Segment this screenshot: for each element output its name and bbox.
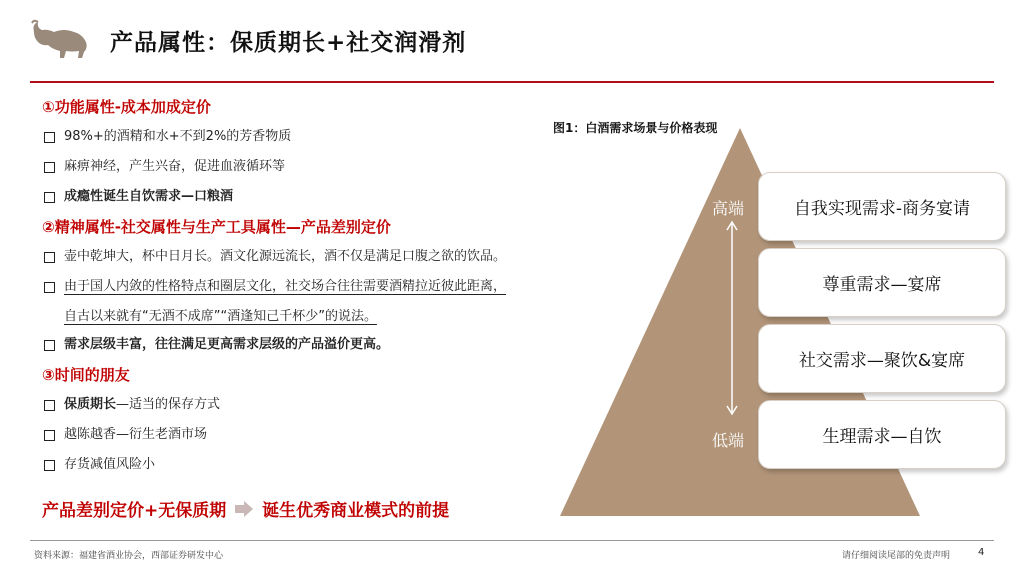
pyramid-level-card: 尊重需求—宴席 — [758, 248, 1006, 317]
list-item — [42, 276, 602, 306]
checkbox-bullet-icon — [44, 400, 55, 411]
section-heading-spiritual: ②精神属性-社交属性与生产工具属性—产品差别定价 — [42, 218, 391, 236]
pyramid-level-card: 社交需求—聚饮&宴席 — [758, 324, 1006, 393]
checkbox-bullet-icon — [44, 162, 55, 173]
pyramid-level-card: 自我实现需求-商务宴请 — [758, 172, 1006, 241]
list-item — [42, 126, 602, 156]
footer-disclaimer: 请仔细阅读尾部的免责声明 — [842, 551, 951, 561]
figure-caption: 图1：白酒需求场景与价格表现 — [553, 121, 718, 135]
checkbox-bullet-icon — [44, 460, 55, 471]
pyramid-level-card: 生理需求—自饮 — [758, 400, 1006, 469]
list-item-continuation — [42, 306, 602, 334]
list-item — [42, 394, 602, 424]
header-divider — [30, 81, 994, 83]
bull-logo-icon — [30, 18, 92, 60]
list-item-text: 98%+的酒精和水+不到2%的芳香物质 — [64, 129, 292, 144]
right-arrow-icon — [234, 500, 254, 518]
checkbox-bullet-icon — [44, 340, 55, 351]
list-item-text: 壶中乾坤大，杯中日月长。酒文化源远流长，酒不仅是满足口腹之欲的饮品。 — [64, 249, 507, 264]
list-item-text: —适当的保存方式 — [116, 397, 221, 412]
list-item — [42, 186, 602, 216]
conclusion-line — [42, 496, 449, 521]
section-heading-time: ③时间的朋友 — [42, 366, 130, 384]
section-heading-functional: ①功能属性-成本加成定价 — [42, 98, 211, 116]
list-item — [42, 156, 602, 186]
list-item-text: 成瘾性诞生自饮需求—口粮酒 — [64, 189, 234, 204]
list-item — [42, 334, 602, 364]
list-item-text: 存货减值风险小 — [64, 457, 156, 472]
list-item-text: 越陈越香—衍生老酒市场 — [64, 427, 208, 442]
low-end-label: 低端 — [712, 431, 745, 450]
checkbox-bullet-icon — [44, 252, 55, 263]
footer-source: 资料来源：福建省酒业协会，西部证券研发中心 — [34, 551, 224, 561]
list-item-text: 需求层级丰富，往往满足更高需求层级的产品溢价更高。 — [64, 337, 390, 352]
checkbox-bullet-icon — [44, 132, 55, 143]
list-item — [42, 246, 602, 276]
page-number: 4 — [978, 547, 985, 558]
list-item — [42, 424, 602, 454]
left-content — [42, 96, 602, 484]
page-title: 产品属性：保质期长+社交润滑剂 — [110, 30, 467, 56]
footer-divider — [30, 540, 994, 541]
checkbox-bullet-icon — [44, 282, 55, 293]
high-end-label: 高端 — [712, 199, 745, 218]
checkbox-bullet-icon — [44, 192, 55, 203]
list-item-text: 麻痹神经，产生兴奋，促进血液循环等 — [64, 159, 286, 174]
list-item-text: 自古以来就有“无酒不成席”“酒逢知己千杯少”的说法。 — [64, 309, 377, 324]
conclusion-left: 产品差别定价+无保质期 — [42, 501, 227, 521]
list-item — [42, 454, 602, 484]
list-item-bold-text: 保质期长 — [64, 397, 117, 412]
up-down-arrow-icon — [722, 218, 742, 418]
list-item-text: 由于国人内敛的性格特点和圈层文化，社交场合往往需要酒精拉近彼此距离， — [64, 279, 507, 294]
checkbox-bullet-icon — [44, 430, 55, 441]
conclusion-right: 诞生优秀商业模式的前提 — [262, 501, 450, 521]
